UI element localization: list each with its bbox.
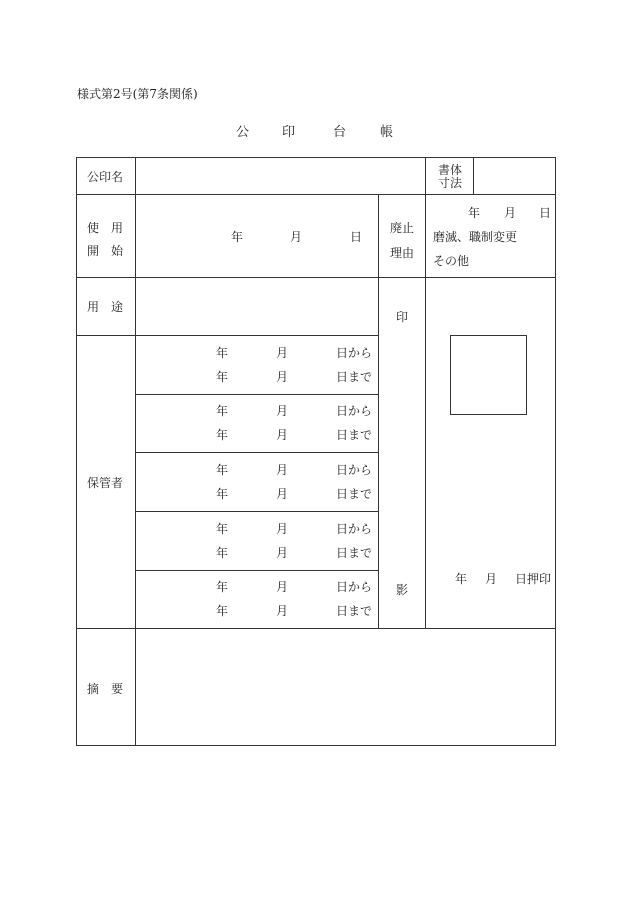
abolish-year-unit: 年 (468, 206, 481, 220)
seal-name-label: 公印名 (87, 170, 124, 184)
start-use-label-line2: 開 始 (87, 244, 124, 258)
purpose-field[interactable] (136, 278, 378, 335)
form-number: 様式第2号(第7条関係) (77, 87, 198, 101)
seal-date-year: 年 (455, 572, 468, 586)
period-4-from-year: 年 (216, 522, 229, 536)
start-year-unit: 年 (231, 230, 244, 244)
font-size-label-line2: 寸法 (438, 176, 463, 190)
start-day-unit: 日 (350, 230, 363, 244)
period-1-to-year: 年 (216, 370, 229, 384)
period-3-from-month: 月 (276, 463, 289, 477)
seal-name-field[interactable] (136, 158, 425, 194)
period-1-from-month: 月 (276, 346, 289, 360)
period-4-to-day: 日まで (336, 546, 373, 560)
period-1-to-day: 日まで (336, 370, 373, 384)
period-5-from-day: 日から (336, 580, 373, 594)
summary-field[interactable] (136, 629, 555, 745)
custodian-period-5[interactable] (136, 571, 378, 628)
period-1-to-month: 月 (276, 370, 289, 384)
custodian-period-4[interactable] (136, 512, 378, 570)
start-month-unit: 月 (290, 230, 303, 244)
summary-label: 摘 要 (87, 682, 124, 696)
period-4-to-month: 月 (276, 546, 289, 560)
period-3-from-day: 日から (336, 463, 373, 477)
period-2-from-year: 年 (216, 404, 229, 418)
abolish-day-unit: 日 (539, 206, 552, 220)
period-2-to-day: 日まで (336, 428, 373, 442)
period-5-to-year: 年 (216, 604, 229, 618)
title-char-3: 台 (333, 125, 347, 140)
seal-impression-label-bottom: 影 (396, 583, 409, 597)
custodian-period-1[interactable] (136, 336, 378, 394)
abolish-label-line1: 廃止 (390, 221, 415, 235)
period-3-from-year: 年 (216, 463, 229, 477)
font-size-label-line1: 書体 (438, 163, 463, 177)
title-char-1: 公 (236, 125, 250, 140)
period-1-from-year: 年 (216, 346, 229, 360)
period-3-to-day: 日まで (336, 487, 373, 501)
period-4-from-month: 月 (276, 522, 289, 536)
seal-impression-box (450, 335, 527, 415)
period-5-to-month: 月 (276, 604, 289, 618)
period-2-to-year: 年 (216, 428, 229, 442)
custodian-label: 保管者 (87, 476, 124, 490)
period-2-to-month: 月 (276, 428, 289, 442)
seal-date-day: 日押印 (515, 572, 552, 586)
abolish-reason-line1: 磨滅、職制変更 (433, 230, 518, 244)
abolish-month-unit: 月 (504, 206, 517, 220)
title-char-2: 印 (282, 125, 296, 140)
period-4-from-day: 日から (336, 522, 373, 536)
period-3-to-month: 月 (276, 487, 289, 501)
period-2-from-day: 日から (336, 404, 373, 418)
custodian-period-2[interactable] (136, 395, 378, 452)
seal-impression-label-top: 印 (396, 310, 409, 324)
period-2-from-month: 月 (276, 404, 289, 418)
start-use-label-line1: 使 用 (87, 221, 124, 235)
period-3-to-year: 年 (216, 487, 229, 501)
font-size-field[interactable] (474, 158, 555, 194)
period-5-to-day: 日まで (336, 604, 373, 618)
abolish-reason-line2: その他 (433, 254, 470, 268)
title-char-4: 帳 (380, 125, 394, 140)
seal-date-month: 月 (485, 572, 498, 586)
period-5-from-month: 月 (276, 580, 289, 594)
period-5-from-year: 年 (216, 580, 229, 594)
abolish-label-line2: 理由 (390, 246, 415, 260)
purpose-label: 用 途 (87, 300, 124, 314)
custodian-period-3[interactable] (136, 453, 378, 511)
period-4-to-year: 年 (216, 546, 229, 560)
seal-register-table (76, 157, 556, 746)
period-1-from-day: 日から (336, 346, 373, 360)
